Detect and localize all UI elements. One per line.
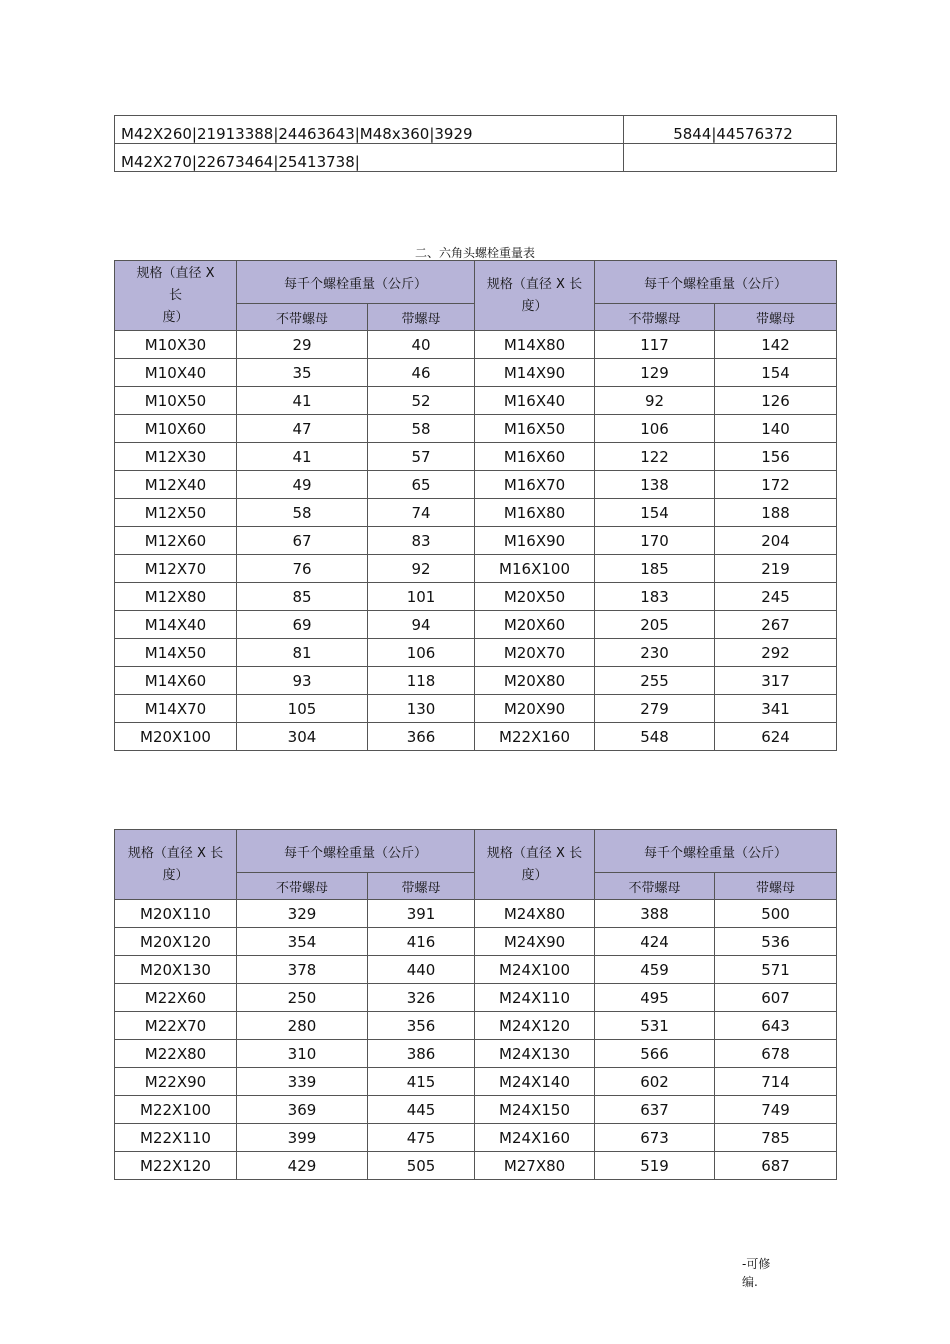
table-cell: 188	[715, 499, 837, 527]
table-cell: 354	[237, 928, 368, 956]
table-cell: M20X110	[115, 900, 237, 928]
table-cell: M24X120	[475, 1012, 595, 1040]
table-row	[115, 387, 837, 415]
bolt-weight-table-2	[114, 829, 837, 1180]
with-nut-header: 带螺母	[368, 873, 475, 900]
table-cell: 571	[715, 956, 837, 984]
table-row	[115, 667, 837, 695]
table-cell: 58	[237, 499, 368, 527]
table-cell: M22X110	[115, 1124, 237, 1152]
table-cell: 29	[237, 331, 368, 359]
table-cell: 172	[715, 471, 837, 499]
table-cell: M20X120	[115, 928, 237, 956]
table-cell: M24X130	[475, 1040, 595, 1068]
table-cell: 519	[595, 1152, 715, 1180]
table-cell: 85	[237, 583, 368, 611]
without-nut-header: 不带螺母	[237, 873, 368, 900]
spec-header-full: 规格（直径 X 长	[127, 845, 224, 861]
spec-header-line3: 度）	[162, 309, 189, 325]
spec-header-line3: 度）	[521, 298, 548, 314]
table-cell: 41	[237, 387, 368, 415]
without-nut-header: 不带螺母	[595, 873, 715, 900]
table-cell: M12X50	[115, 499, 237, 527]
table-cell: 424	[595, 928, 715, 956]
table-cell: M24X160	[475, 1124, 595, 1152]
table-cell: M10X60	[115, 415, 237, 443]
table-cell: 170	[595, 527, 715, 555]
table-cell: 643	[715, 1012, 837, 1040]
table-cell: M10X30	[115, 331, 237, 359]
table-cell: M22X80	[115, 1040, 237, 1068]
table-cell: M22X70	[115, 1012, 237, 1040]
table-row	[115, 359, 837, 387]
with-nut-header: 带螺母	[715, 304, 837, 331]
table-cell: M12X80	[115, 583, 237, 611]
table-cell: 106	[595, 415, 715, 443]
table-cell: M12X60	[115, 527, 237, 555]
table-cell: 154	[595, 499, 715, 527]
table-cell: 388	[595, 900, 715, 928]
table-cell: 205	[595, 611, 715, 639]
table-cell: M14X90	[475, 359, 595, 387]
table-cell: M10X50	[115, 387, 237, 415]
table-cell: 76	[237, 555, 368, 583]
table-cell: 500	[715, 900, 837, 928]
table-cell: 399	[237, 1124, 368, 1152]
table-cell: M16X60	[475, 443, 595, 471]
footer-line2: 编.	[742, 1275, 758, 1289]
table-cell: M14X70	[115, 695, 237, 723]
spec-header-right	[475, 261, 595, 331]
table-cell: 94	[368, 611, 475, 639]
continuation-table-body	[115, 116, 837, 172]
table-row	[115, 443, 837, 471]
table-cell: 531	[595, 1012, 715, 1040]
table-cell: 602	[595, 1068, 715, 1096]
footer-note	[742, 1255, 786, 1291]
spec-header-line1: 规格（直径	[136, 265, 202, 281]
continuation-row	[115, 144, 837, 172]
table-cell: M14X50	[115, 639, 237, 667]
table-cell: M16X90	[475, 527, 595, 555]
table-caption: 二、六角头螺栓重量表	[414, 246, 535, 260]
table-row	[115, 1096, 837, 1124]
table-row	[115, 1040, 837, 1068]
table-cell: 339	[237, 1068, 368, 1096]
table-cell: 329	[237, 900, 368, 928]
table-cell: M14X60	[115, 667, 237, 695]
table-cell: 341	[715, 695, 837, 723]
with-nut-header: 带螺母	[368, 304, 475, 331]
table-cell: 445	[368, 1096, 475, 1124]
table-cell: 58	[368, 415, 475, 443]
table-cell: 475	[368, 1124, 475, 1152]
table-cell: M22X160	[475, 723, 595, 751]
table-cell: 624	[715, 723, 837, 751]
spec-header-line3: 度）	[521, 867, 548, 883]
table-cell: 83	[368, 527, 475, 555]
weight-header-right: 每千个螺栓重量（公斤）	[595, 830, 837, 873]
table-cell: 67	[237, 527, 368, 555]
table-cell: 41	[237, 443, 368, 471]
table-row	[115, 956, 837, 984]
table-cell: M24X90	[475, 928, 595, 956]
table-cell: M22X60	[115, 984, 237, 1012]
table-cell: M16X70	[475, 471, 595, 499]
continuation-table	[114, 115, 837, 172]
table-row	[115, 499, 837, 527]
table-cell: 183	[595, 583, 715, 611]
table-row	[115, 695, 837, 723]
table-cell: M24X110	[475, 984, 595, 1012]
table-cell: 255	[595, 667, 715, 695]
table-cell: 93	[237, 667, 368, 695]
table-row	[115, 928, 837, 956]
table-row	[115, 1012, 837, 1040]
table-cell: 310	[237, 1040, 368, 1068]
table-cell: 536	[715, 928, 837, 956]
spec-header-x: X	[205, 265, 215, 281]
table-cell: 92	[368, 555, 475, 583]
table-cell: 566	[595, 1040, 715, 1068]
table-cell: 267	[715, 611, 837, 639]
table-cell: 548	[595, 723, 715, 751]
table-cell: 106	[368, 639, 475, 667]
table-cell: 391	[368, 900, 475, 928]
table-row	[115, 415, 837, 443]
table-cell: M20X90	[475, 695, 595, 723]
weight-header-left: 每千个螺栓重量（公斤）	[237, 261, 475, 304]
table-cell: M14X40	[115, 611, 237, 639]
table-row	[115, 583, 837, 611]
table-cell: 47	[237, 415, 368, 443]
footer-line1: -可修	[742, 1257, 771, 1271]
table-cell: 245	[715, 583, 837, 611]
table-cell: M42X260|21913388|24463643|M48x360|3929	[115, 116, 624, 144]
table-cell: 49	[237, 471, 368, 499]
table-row	[115, 471, 837, 499]
table-cell: 117	[595, 331, 715, 359]
table-cell: 416	[368, 928, 475, 956]
table-cell: M16X80	[475, 499, 595, 527]
weight-header-right: 每千个螺栓重量（公斤）	[595, 261, 837, 304]
table-cell: 505	[368, 1152, 475, 1180]
table-cell: 637	[595, 1096, 715, 1124]
table-cell: 378	[237, 956, 368, 984]
spec-header-line3: 度）	[162, 867, 189, 883]
table-cell: M24X150	[475, 1096, 595, 1124]
table-cell: 101	[368, 583, 475, 611]
table-cell: 105	[237, 695, 368, 723]
table-cell: M42X270|22673464|25413738|	[115, 144, 624, 172]
table-cell: M12X40	[115, 471, 237, 499]
table-cell: 126	[715, 387, 837, 415]
table-cell: 678	[715, 1040, 837, 1068]
table-cell: M27X80	[475, 1152, 595, 1180]
bolt-weight-table-1	[114, 260, 837, 751]
table-cell: 495	[595, 984, 715, 1012]
table-cell: 415	[368, 1068, 475, 1096]
table-cell: 35	[237, 359, 368, 387]
table-cell: 673	[595, 1124, 715, 1152]
table-cell: M16X40	[475, 387, 595, 415]
table-row	[115, 723, 837, 751]
table-cell: M20X50	[475, 583, 595, 611]
table-cell: 185	[595, 555, 715, 583]
table-cell: 74	[368, 499, 475, 527]
table-cell: 92	[595, 387, 715, 415]
table-cell: M22X100	[115, 1096, 237, 1124]
table-cell: 440	[368, 956, 475, 984]
table-cell: 785	[715, 1124, 837, 1152]
table-cell: M22X90	[115, 1068, 237, 1096]
table-row	[115, 1068, 837, 1096]
table-cell: 749	[715, 1096, 837, 1124]
spec-header-line2: 长	[168, 287, 182, 303]
without-nut-header: 不带螺母	[237, 304, 368, 331]
table-cell: M20X100	[115, 723, 237, 751]
table-cell: M20X80	[475, 667, 595, 695]
table-cell: 429	[237, 1152, 368, 1180]
table-cell: 52	[368, 387, 475, 415]
table-cell: 69	[237, 611, 368, 639]
table-cell: 279	[595, 695, 715, 723]
table-cell: 317	[715, 667, 837, 695]
table-cell: 356	[368, 1012, 475, 1040]
table-cell: 292	[715, 639, 837, 667]
table-cell: 81	[237, 639, 368, 667]
table-cell	[624, 144, 837, 172]
table-cell: 714	[715, 1068, 837, 1096]
table-cell: M20X70	[475, 639, 595, 667]
table-cell: M16X100	[475, 555, 595, 583]
table-cell: 230	[595, 639, 715, 667]
spec-header-full: 规格（直径 X 长	[486, 276, 583, 292]
table-row	[115, 639, 837, 667]
continuation-row	[115, 116, 837, 144]
table-row	[115, 611, 837, 639]
weight-header-left: 每千个螺栓重量（公斤）	[237, 830, 475, 873]
without-nut-header: 不带螺母	[595, 304, 715, 331]
spec-header-left	[115, 261, 237, 331]
table-cell: 122	[595, 443, 715, 471]
table-cell: 250	[237, 984, 368, 1012]
table-cell: M24X80	[475, 900, 595, 928]
table-cell: 118	[368, 667, 475, 695]
table-cell: 57	[368, 443, 475, 471]
table-cell: M20X130	[115, 956, 237, 984]
table-cell: 138	[595, 471, 715, 499]
table-cell: 459	[595, 956, 715, 984]
table-row	[115, 900, 837, 928]
table-cell: 219	[715, 555, 837, 583]
table-cell: M16X50	[475, 415, 595, 443]
table-row	[115, 984, 837, 1012]
table-cell: 204	[715, 527, 837, 555]
table-cell: 142	[715, 331, 837, 359]
with-nut-header: 带螺母	[715, 873, 837, 900]
table-cell: 366	[368, 723, 475, 751]
table-cell: M12X70	[115, 555, 237, 583]
table-cell: 154	[715, 359, 837, 387]
spec-header-right	[475, 830, 595, 900]
table-cell: 65	[368, 471, 475, 499]
table-cell: M24X100	[475, 956, 595, 984]
table-cell: 40	[368, 331, 475, 359]
table-cell: M12X30	[115, 443, 237, 471]
table-cell: 607	[715, 984, 837, 1012]
table-cell: 140	[715, 415, 837, 443]
table-row	[115, 1152, 837, 1180]
table-cell: 326	[368, 984, 475, 1012]
table-cell: M24X140	[475, 1068, 595, 1096]
table-cell: M20X60	[475, 611, 595, 639]
bolt-weight-table-1-body	[115, 331, 837, 751]
table-cell: 129	[595, 359, 715, 387]
table-cell: M14X80	[475, 331, 595, 359]
table-cell: 130	[368, 695, 475, 723]
spec-header-full: 规格（直径 X 长	[486, 845, 583, 861]
table-cell: 369	[237, 1096, 368, 1124]
bolt-weight-table-2-body	[115, 900, 837, 1180]
table-row	[115, 527, 837, 555]
table-cell: M22X120	[115, 1152, 237, 1180]
table-cell: 46	[368, 359, 475, 387]
table-row	[115, 331, 837, 359]
table-cell: M10X40	[115, 359, 237, 387]
table-row	[115, 555, 837, 583]
table-cell: 304	[237, 723, 368, 751]
table-cell: 386	[368, 1040, 475, 1068]
table-cell: 280	[237, 1012, 368, 1040]
spec-header-left	[115, 830, 237, 900]
table-cell: 5844|44576372	[624, 116, 837, 144]
table-row	[115, 1124, 837, 1152]
table-cell: 156	[715, 443, 837, 471]
table-cell: 687	[715, 1152, 837, 1180]
